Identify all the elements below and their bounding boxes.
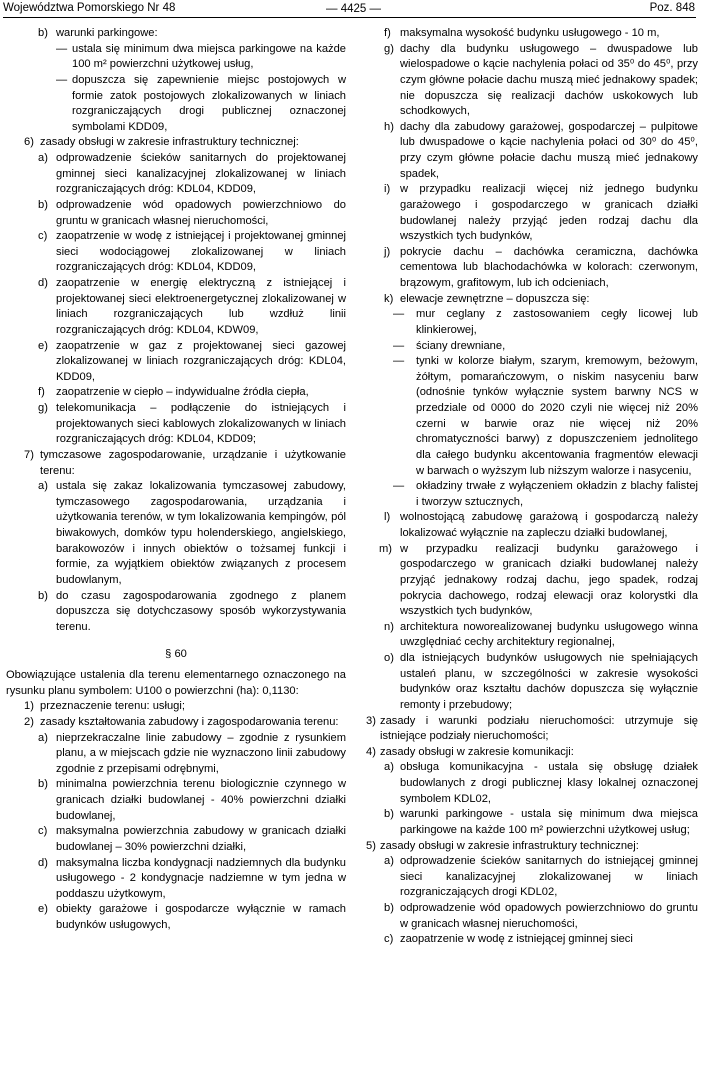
list-item (6, 276, 346, 339)
list-item-text: ustala się minimum dwa miejsca parkingowe na każde 100 m² powierzchni użytkowej usług, (72, 42, 346, 71)
list-item-text: tynki w kolorze białym, szarym, kremowym, beżowym, żółtym, pomarańczowym, o niskim nasyceniu barw (odnośnie tynków wyłącznie system barwny NCS w przedziale od 0000 do 2020 czyli nie więcej niż 20% czerni w barwie oraz nie więcej niż 20% chromatyczności barwy) z dopuszczeniem jednolitego dla całego budynku akcentowania fragmentów elewacji w barwach o wyższym lub niższym walorze i nasyceniu, (416, 355, 698, 477)
list-marker: i) (384, 183, 391, 196)
list-item (366, 854, 698, 901)
list-item (366, 760, 698, 807)
list-item-text: dopuszcza się zapewnienie miejsc postojowych w formie zatok postojowych zlokalizowanych w liniach rozgraniczających drogi publicznej oznaczonej symbolami KDD09, (72, 73, 346, 133)
list-item-text: odprowadzenie ścieków sanitarnych do istniejącej gminnej sieci kanalizacyjnej zlokalizowanej w liniach rozgraniczających drogi KDL02, (400, 855, 698, 899)
list-item (366, 307, 698, 338)
list-marker: g) (38, 402, 48, 414)
list-item-text: obiekty garażowe i gospodarcze wyłącznie w ramach budynków usługowych, (56, 903, 346, 931)
list-item (6, 26, 346, 42)
list-item (6, 731, 346, 778)
list-item-text: odprowadzenie wód opadowych powierzchniowo do gruntu w granicach własnej nieruchomości, (400, 902, 698, 930)
list-item-text: nieprzekraczalne linie zabudowy – zgodnie z rysunkiem planu, a w miejscach gdzie nie wyznaczono linii zabudowy zgodnie z przepisami odrębnymi, (56, 731, 346, 775)
page-number: — 4425 — (326, 3, 381, 15)
list-marker: — (393, 339, 405, 352)
list-item-text: zaopatrzenie w gaz z projektowanej sieci gazowej zlokalizowanej w liniach rozgraniczających dróg: KDL04, KDD09, (56, 339, 346, 383)
list-marker: f) (384, 27, 391, 39)
list-item (366, 292, 698, 308)
list-marker: b) (38, 778, 48, 791)
list-marker: d) (38, 277, 48, 289)
list-marker: o) (384, 652, 394, 664)
list-item (6, 479, 346, 588)
list-marker: — (56, 42, 68, 55)
list-item (366, 807, 698, 838)
list-item-text: do czasu zagospodarowania zgodnego z planem dopuszcza się dotychczasowy sposób wykorzystywania terenu. (56, 589, 346, 633)
list-item-text: okładziny trwałe z wyłączeniem okładzin z blachy falistej i tworzyw sztucznych, (416, 480, 698, 508)
list-marker: a) (38, 152, 48, 164)
list-marker: l) (384, 511, 391, 524)
list-marker: b) (38, 589, 48, 602)
left-column (6, 26, 346, 934)
list-item-text: elewacje zewnętrzne – dopuszcza się: (400, 292, 590, 305)
list-item-text: ustala się zakaz lokalizowania tymczasowej zabudowy, tymczasowego zagospodarowania, urządzania i użytkowania terenów, w tym lokalizowania kempingów, pól biwakowych, domków typu holenderskiego, angielskiego, barakowozów i innych obiektów o tożsamej funkcji i formie, za wyjątkiem obiektów związanych z procesem budowlanym, (56, 480, 346, 586)
list-item (6, 151, 346, 198)
list-item-text: zaopatrzenie w energię elektryczną z istniejącej i projektowanej sieci elektroenergetycznej zlokalizowanej w liniach rozgraniczających lub wzdłuż linii rozgraniczających dróg: KDL04, KDW09, (56, 277, 346, 336)
list-marker: h) (384, 120, 394, 133)
list-marker: e) (38, 903, 48, 916)
page-header (0, 0, 707, 18)
list-item-text: w przypadku realizacji więcej niż jednego budynku garażowego i gospodarczego w granicach działki budowlanej należy przyjąć jeden rodzaj dachu dla wszystkich tych budynków, (400, 183, 698, 243)
list-item (366, 182, 698, 245)
header-rule (3, 17, 696, 18)
list-item (366, 745, 698, 761)
list-item (366, 479, 698, 510)
list-item-text: tymczasowe zagospodarowanie, urządzanie i użytkowanie terenu: (40, 448, 346, 477)
list-item (6, 699, 346, 715)
list-item-text: maksymalna wysokość budynku usługowego - 10 m, (400, 27, 660, 39)
list-marker: g) (384, 42, 394, 55)
list-item (366, 354, 698, 479)
list-marker: 3) (366, 714, 376, 727)
intro-paragraph: Obowiązujące ustalenia dla terenu elementarnego oznaczonego na rysunku planu symbolem: U100 o powierzchni (ha): 0,1130: (6, 669, 346, 697)
list-item-text: warunki parkingowe - ustala się minimum dwa miejsca parkingowe na każde 100 m² powierzchni użytkowej usług; (400, 808, 698, 836)
list-item-text: maksymalna powierzchnia zabudowy w granicach działki budowlanej – 30% powierzchni działki, (56, 825, 346, 853)
list-item-text: w przypadku realizacji budynku garażowego i gospodarczego w granicach działki budowlanej należy przyjąć jednakowy rodzaj dachu, jego spadek, rodzaj pokrycia dachowego, rodzaj elewacji oraz kolorystki dla wszystkich tych budynków, (400, 542, 698, 618)
list-item (6, 401, 346, 448)
list-marker: 7) (24, 448, 34, 461)
list-item-text: dachy dla zabudowy garażowej, gospodarczej – pulpitowe lub dwuspadowe o kącie nachylenia połaci od 30⁰ do 45⁰, przy czym główne połacie dachu muszą mieć jednakowy spadek, (400, 120, 698, 180)
list-marker: 5) (366, 839, 376, 852)
list-item (6, 42, 346, 73)
list-marker: — (393, 308, 405, 321)
list-item (366, 620, 698, 651)
list-item (6, 73, 346, 136)
list-marker: — (393, 480, 405, 493)
list-marker: a) (38, 731, 48, 744)
list-item (6, 385, 346, 401)
list-marker: m) (379, 542, 392, 555)
list-item (6, 589, 346, 636)
list-item (366, 510, 698, 541)
position-number: Poz. 848 (649, 2, 695, 14)
list-item-text: zaopatrzenie w wodę z istniejącej i projektowanej gminnej sieci wodociągowej zlokalizowanej w liniach rozgraniczających dróg: KDL04, KDD09, (56, 230, 346, 274)
list-item (6, 198, 346, 229)
list-item-text: warunki parkingowe: (56, 27, 158, 39)
list-item-text: telekomunikacja – podłączenie do istniejących i projektowanych sieci kablowych zlokalizowanych w liniach rozgraniczających dróg: KDL04, KDD09; (56, 402, 346, 446)
list-marker: 1) (24, 700, 34, 713)
list-marker: a) (384, 761, 394, 774)
list-marker: a) (38, 480, 48, 493)
list-marker: c) (38, 230, 48, 243)
list-item-text: zasady obsługi w zakresie infrastruktury technicznej: (380, 839, 639, 852)
list-item-text: odprowadzenie wód opadowych powierzchniowo do gruntu w granicach własnej nieruchomości, (56, 198, 346, 227)
list-item-text: minimalna powierzchnia terenu biologicznie czynnego w granicach działki budowlanej - 40% powierzchni działki budowlanej, (56, 778, 346, 822)
list-item-text: zasady obsługi w zakresie komunikacji: (380, 745, 574, 758)
list-item-text: zasady i warunki podziału nieruchomości: utrzymuje się istniejące podziały nieruchomości; (380, 714, 698, 743)
list-item-text: zasady obsługi w zakresie infrastruktury technicznej: (40, 136, 299, 149)
list-marker: d) (38, 856, 48, 869)
list-item (366, 42, 698, 120)
list-marker: n) (384, 620, 394, 633)
list-item (366, 901, 698, 932)
list-item-text: maksymalna liczba kondygnacji nadziemnych dla budynku usługowego - 2 kondygnacje nadziemne w tym jedna w poddaszu użytkowym, (56, 856, 346, 900)
list-item-text: dachy dla budynku usługowego – dwuspadowe lub wielospadowe o kącie nachylenia połaci od 35⁰ do 45⁰, przy czym główne połacie dachu muszą mieć jednakowy spadek; nie dopuszcza się realizacji dachów uskokowych lub schodkowych, (400, 42, 698, 118)
list-marker: e) (38, 339, 48, 352)
list-item (6, 448, 346, 479)
list-item (366, 339, 698, 355)
list-marker: f) (38, 386, 45, 399)
list-item (6, 824, 346, 855)
list-item-text: dla istniejących budynków usługowych nie spełniających ustaleń planu, w szczególności w zakresie wysokości budynków oraz kształtu dachów dopuszcza się wyłącznie remonty i przebudowy; (400, 652, 698, 711)
list-marker: — (56, 73, 68, 86)
list-item (6, 135, 346, 151)
list-item (6, 339, 346, 386)
journal-title: Województwa Pomorskiego Nr 48 (3, 2, 176, 14)
list-marker: c) (38, 825, 48, 838)
list-item (6, 856, 346, 903)
list-item (6, 229, 346, 276)
list-item (6, 902, 346, 933)
list-item (366, 120, 698, 183)
list-item (366, 542, 698, 620)
list-item (6, 715, 346, 731)
list-item-text: odprowadzenie ścieków sanitarnych do projektowanej gminnej sieci kanalizacyjnej zlokalizowanej w liniach rozgraniczających dróg: KDL04, KDD09, (56, 152, 346, 196)
list-marker: — (393, 355, 405, 368)
list-marker: b) (384, 808, 394, 821)
list-marker: j) (384, 245, 391, 258)
list-item (366, 245, 698, 292)
list-item (366, 839, 698, 855)
section-heading: § 60 (165, 648, 187, 661)
list-marker: b) (38, 198, 48, 211)
list-item-text: architektura noworealizowanej budynku usługowego winna uwzględniać cechy architektury regionalnej, (400, 620, 698, 649)
list-item-text: zaopatrzenie w ciepło – indywidualne źródła ciepła, (56, 386, 309, 399)
list-marker: 6) (24, 136, 34, 149)
list-item (366, 651, 698, 714)
list-item-text: zaopatrzenie w wodę z istniejącej gminnej sieci (400, 933, 633, 946)
list-marker: 2) (24, 715, 34, 728)
right-column (366, 26, 698, 948)
list-marker: 4) (366, 745, 376, 758)
list-item (366, 26, 698, 42)
list-marker: a) (384, 855, 394, 868)
list-item-text: pokrycie dachu – dachówka ceramiczna, dachówka cementowa lub blachodachówka w kolorach: czerwonym, brązowym, grafitowym, lub ich odcieniach, (400, 245, 698, 289)
list-item (366, 932, 698, 948)
list-item-text: mur ceglany z zastosowaniem cegły licowej lub klinkierowej, (416, 308, 698, 336)
list-item-text: zasady kształtowania zabudowy i zagospodarowania terenu: (40, 715, 339, 728)
list-item-text: obsługa komunikacyjna - ustala się obsługę działek budowlanych z drogi publicznej klasy lokalnej oznaczonej symbolem KDL02, (400, 761, 698, 805)
list-item (6, 777, 346, 824)
list-item-text: przeznaczenie terenu: usługi; (40, 700, 185, 713)
list-marker: b) (384, 902, 394, 914)
list-marker: b) (38, 27, 48, 39)
list-item (366, 714, 698, 745)
list-marker: c) (384, 933, 394, 946)
list-item-text: wolnostojącą zabudowę garażową i gospodarczą należy lokalizować wyłącznie na zapleczu działki budowlanej, (400, 511, 698, 539)
list-item-text: ściany drewniane, (416, 339, 506, 352)
list-marker: k) (384, 292, 394, 305)
